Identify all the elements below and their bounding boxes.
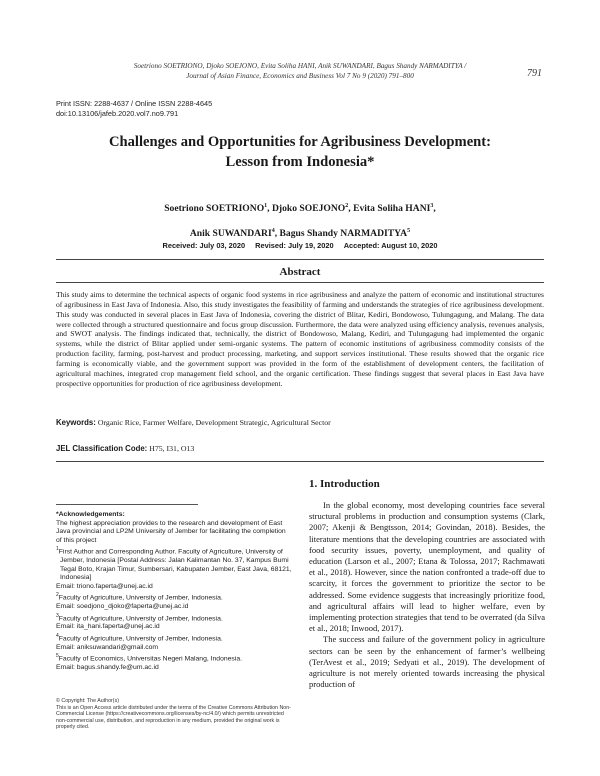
footnote-mark: 5: [56, 653, 59, 660]
footnote-text: Faculty of Agriculture, University of Jember, Indonesia.: [58, 594, 223, 602]
introduction-body: [309, 500, 545, 690]
author-name: Soetriono SOETRIONO: [164, 203, 265, 215]
copyright-line: © Copyright: The Author(s): [56, 698, 119, 704]
jel-label: JEL Classification Code:: [56, 444, 148, 453]
accepted-date: Accepted: August 10, 2020: [343, 241, 438, 250]
author-affiliation-mark: 1: [264, 203, 268, 209]
author-affiliation-mark: 5: [407, 228, 411, 235]
author-affiliation-mark: 4: [271, 228, 275, 235]
license-text: This is an Open Access article distributed under the terms of the Creative Commons Attribution Non-Commercial License (https://creativecommons.org/licenses/by-nc/4.0/) which permits unrestricted non-commercial use, distribution, and reproduction in any medium, provided the original work is properly cited.: [56, 704, 291, 730]
footnote-text: First Author and Corresponding Author. Faculty of Agriculture, University of Jember, Indonesia [Postal Address: Jalan Kalimantan No. 37, Kampus Bumi Tegal Boto, Krajan Timur, Sumbersari, Kabupaten Jember, East Java, 68121, Indonesia]: [58, 548, 292, 582]
received-date: Received: July 03, 2020: [162, 241, 246, 250]
footnote-text: Faculty of Agriculture, University of Jember, Indonesia.: [58, 614, 223, 622]
keywords-text: Organic Rice, Farmer Welfare, Development Strategic, Agricultural Sector: [97, 418, 331, 427]
doi-line: doi:10.13106/jafeb.2020.vol7.no9.791: [56, 109, 179, 118]
paper-title: [40, 132, 560, 172]
front-matter-rule: [56, 461, 544, 462]
footnote-email: Email: ita_hani.faperta@unej.ac.id: [56, 623, 160, 631]
jel-codes: H75, I31, O13: [149, 444, 195, 453]
author-name: Anik SUWANDARI: [189, 228, 272, 240]
footnotes: [56, 511, 292, 673]
author-name: Djoko SOEJONO: [271, 203, 346, 215]
issn-line: Print ISSN: 2288-4637 / Online ISSN 2288-4645: [56, 99, 213, 108]
page-number: 791: [527, 68, 542, 79]
keywords: [56, 418, 331, 427]
introduction-paragraph: In the global economy, most developing countries face several structural problems in production and consumption systems (Clark, 2007; Akenji & Bengtsson, 2014; Govindan, 2018). Besides, the literature mentions that the developing countries are associated with food security issues, poverty, unemployment, and quality of education (Larson et al., 2007; Etana & Tolossa, 2017; Rachmawati et al., 2018). However, since the nation confronted a trade-off due to scarcity, it forces the government to prioritize the sector to be addressed. Some evidence suggests that increasingly prioritize food, and agricultural affairs will lead to higher welfare, even by implementing protection strategies that tend to be overrated (da Silva et al., 2018; Inwood, 2017).: [309, 500, 545, 634]
introduction-paragraph: The success and failure of the government policy in agriculture sectors can be seen by the enhancement of farmer’s wellbeing (TerAvest et al., 2019; Sedyati et al., 2019). The development of agriculture is not merely oriented towards increasing the physical production of: [309, 634, 545, 690]
footnote-email: Email: triono.faperta@unej.ac.id: [56, 582, 153, 590]
paper-title-line-1: Challenges and Opportunities for Agribusiness Development:: [108, 134, 492, 150]
author-list: [40, 195, 560, 245]
abstract-text: This study aims to determine the technical aspects of organic food systems in rice agribusiness and analyze the pattern of economic and institutional structures of agribusiness in East Java of Indonesia. Also, this study investigates the feasibility of farming and understands the strategies of rice agribusiness development. This study was conducted in several places in East Java of Indonesia, covering the district of Blitar, Kediri, Bondowoso, Tulungagung, and Malang. The data were collected through a structured questionnaire and focus group discussion. Furthermore, the data were analyzed using efficiency analysis, revenues analysis, and SWOT analysis. The findings indicated that, technically, the district of Bondowoso, Malang, Kediri, and Tulungagung had implemented the organic systems, while the district of Blitar applied under semi-organic systems. The pattern of economic institutions of agribusiness commodity consists of the production facility, farming, post-harvest and product processing, marketing, and support services institutional. These results showed that the organic rice farming is economically viable, and the government support was provided in the form of the establishment of development centers, the facilitation of agricultural machines, integrated crop management field school, and the organic certification. These findings suggest that several places in East Java have prospective opportunities for production of rice agribusiness development.: [56, 290, 544, 388]
issn-block: [56, 99, 212, 119]
paper-title-line-2: Lesson from Indonesia*: [225, 154, 375, 170]
footnote-text: Faculty of Economics, Universitas Negeri Malang, Indonesia.: [58, 655, 243, 663]
footnote-item: [56, 612, 292, 624]
running-header-journal: Journal of Asian Finance, Economics and Business Vol 7 No 9 (2020) 791–800: [186, 72, 414, 80]
keywords-label: Keywords:: [56, 418, 96, 427]
footnote-mark: 2: [56, 592, 59, 599]
footnote-mark: 1: [56, 546, 59, 553]
jel-classification: [56, 444, 194, 453]
running-header-authors: Soetriono SOETRIONO, Djoko SOEJONO, Evita Soliha HANI, Anik SUWANDARI, Bagus Shandy NARMADITYA /: [133, 62, 467, 70]
author-affiliation-mark: 3: [430, 203, 434, 209]
footnote-item: [56, 632, 292, 644]
author-line-1: Soetriono SOETRIONO$^1$, Djoko SOEJONO$^2$, Evita Soliha HANI$^3$,: [164, 203, 436, 215]
copyright-notice: [56, 698, 292, 731]
author-name: Bagus Shandy NARMADITYA: [279, 228, 408, 240]
abstract-heading: Abstract: [279, 266, 321, 278]
abstract-heading-rule: [56, 282, 544, 283]
acknowledgements-text: The highest appreciation provides to the research and development of East Java provincial and LP2M University of Jember for facilitating the completion of this project: [56, 519, 286, 544]
author-name: Evita Soliha HANI: [353, 203, 431, 215]
acknowledgements-heading: *Acknowledgements:: [56, 511, 125, 518]
submission-dates: [40, 241, 560, 250]
footnote-item: [56, 545, 292, 582]
author-line-2: Anik SUWANDARI$^4$, Bagus Shandy NARMADITYA$^5$: [189, 228, 411, 240]
running-header: [60, 61, 540, 81]
author-affiliation-mark: 2: [345, 203, 349, 209]
abstract-top-rule: [56, 259, 544, 260]
revised-date: Revised: July 19, 2020: [255, 241, 334, 250]
footnote-email: Email: bagus.shandy.fe@um.ac.id: [56, 664, 159, 672]
footnote-mark: 4: [56, 632, 59, 639]
footnote-email: Email: aniksuwandari@gmail.com: [56, 643, 159, 651]
footnote-rule: [56, 504, 198, 505]
footnote-email: Email: soedjono_djoko@faperta@unej.ac.id: [56, 603, 189, 610]
footnote-text: Faculty of Agriculture, University of Jember, Indonesia.: [58, 635, 223, 643]
footnote-mark: 3: [56, 612, 59, 619]
footnote-item: [56, 652, 292, 664]
footnote-item: [56, 591, 292, 603]
introduction-heading: 1. Introduction: [309, 478, 380, 490]
